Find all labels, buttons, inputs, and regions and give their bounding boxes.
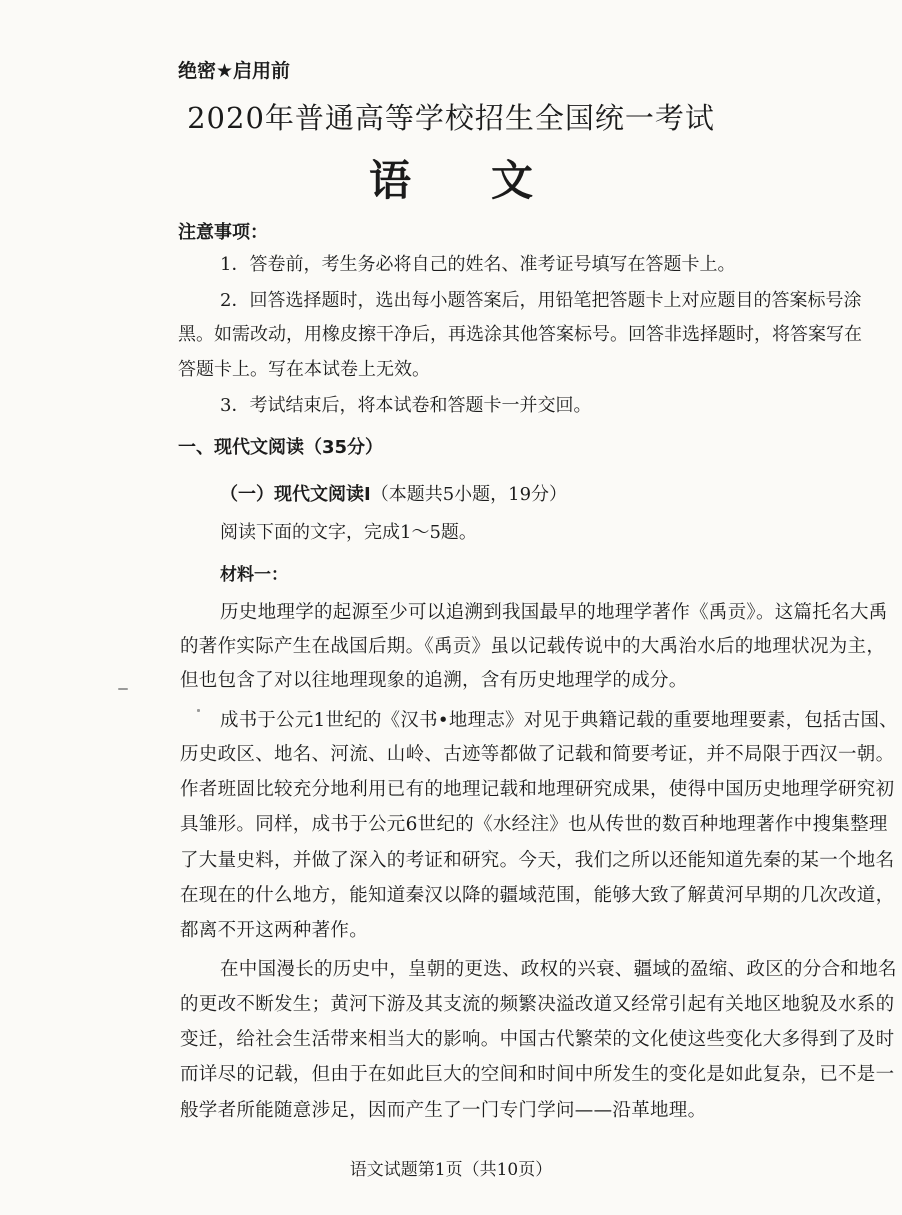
note-line-5: 3．考试结束后，将本试卷和答题卡一并交回。 <box>220 395 592 416</box>
note-line-3: 黑。如需改动，用橡皮擦干净后，再选涂其他答案标号。回答非选择题时，将答案写在 <box>178 324 862 345</box>
note-line-2: 2．回答选择题时，选出每小题答案后，用铅笔把答题卡上对应题目的答案标号涂 <box>220 290 862 311</box>
passage-line-11: 在中国漫长的历史中，皇朝的更迭、政权的兴衰、疆域的盈缩、政区的分合和地名 <box>220 959 897 980</box>
page-footer: 语文试题第1页（共10页） <box>349 1160 553 1180</box>
material-label: 材料一： <box>220 565 288 585</box>
notes-heading: 注意事项： <box>178 222 268 243</box>
scan-speck <box>197 709 200 712</box>
passage-line-1: 历史地理学的起源至少可以追溯到我国最早的地理学著作《禹贡》。这篇托名大禹 <box>220 602 888 623</box>
note-line-1: 1．答卷前，考生务必将自己的姓名、准考证号填写在答题卡上。 <box>220 254 736 275</box>
passage-line-6: 作者班固比较充分地利用已有的地理记载和地理研究成果，使得中国历史地理学研究初 <box>180 779 895 800</box>
instruction: 阅读下面的文字，完成1～5题。 <box>220 522 477 543</box>
passage-line-3: 但也包含了对以往地理现象的追溯，含有历史地理学的成分。 <box>180 670 688 691</box>
subsection-info: （本题共5小题，19分） <box>370 484 568 505</box>
secret-mark: 绝密★启用前 <box>178 60 291 82</box>
passage-line-12: 的更改不断发生；黄河下游及其支流的频繁决溢改道又经常引起有关地区地貌及水系的 <box>180 994 895 1015</box>
passage-line-4: 成书于公元1世纪的《汉书•地理志》对见于典籍记载的重要地理要素，包括古国、 <box>220 710 898 731</box>
note-line-4: 答题卡上。写在本试卷上无效。 <box>178 359 430 380</box>
subject-char-2: 文 <box>491 156 534 205</box>
passage-line-13: 变迁，给社会生活带来相当大的影响。中国古代繁荣的文化使这些变化大多得到了及时 <box>180 1029 895 1050</box>
scan-speck <box>118 688 128 690</box>
passage-line-15: 般学者所能随意涉足，因而产生了一门专门学问——沿革地理。 <box>180 1100 707 1121</box>
subsection-heading <box>220 480 567 506</box>
passage-line-5: 历史政区、地名、河流、山岭、古迹等都做了记载和简要考证，并不局限于西汉一朝。 <box>180 744 895 765</box>
passage-line-10: 都离不开这两种著作。 <box>180 920 369 941</box>
subject-char-1: 语 <box>368 156 411 205</box>
passage-line-8: 了大量史料，并做了深入的考证和研究。今天，我们之所以还能知道先秦的某一个地名 <box>180 850 895 871</box>
passage-line-14: 而详尽的记载，但由于在如此巨大的空间和时间中所发生的变化是如此复杂，已不是一 <box>180 1064 895 1085</box>
section-heading: 一、现代文阅读（35分） <box>178 437 384 458</box>
exam-title: 2020年普通高等学校招生全国统一考试 <box>187 101 715 135</box>
passage-line-9: 在现在的什么地方，能知道秦汉以降的疆域范围，能够大致了解黄河早期的几次改道， <box>180 885 895 906</box>
passage-line-2: 的著作实际产生在战国后期。《禹贡》虽以记载传说中的大禹治水后的地理状况为主， <box>180 636 886 657</box>
subject-title <box>0 148 902 208</box>
subsection-label: （一）现代文阅读Ⅰ <box>220 484 371 505</box>
passage-line-7: 具雏形。同样，成书于公元6世纪的《水经注》也从传世的数百种地理著作中搜集整理 <box>180 814 888 835</box>
